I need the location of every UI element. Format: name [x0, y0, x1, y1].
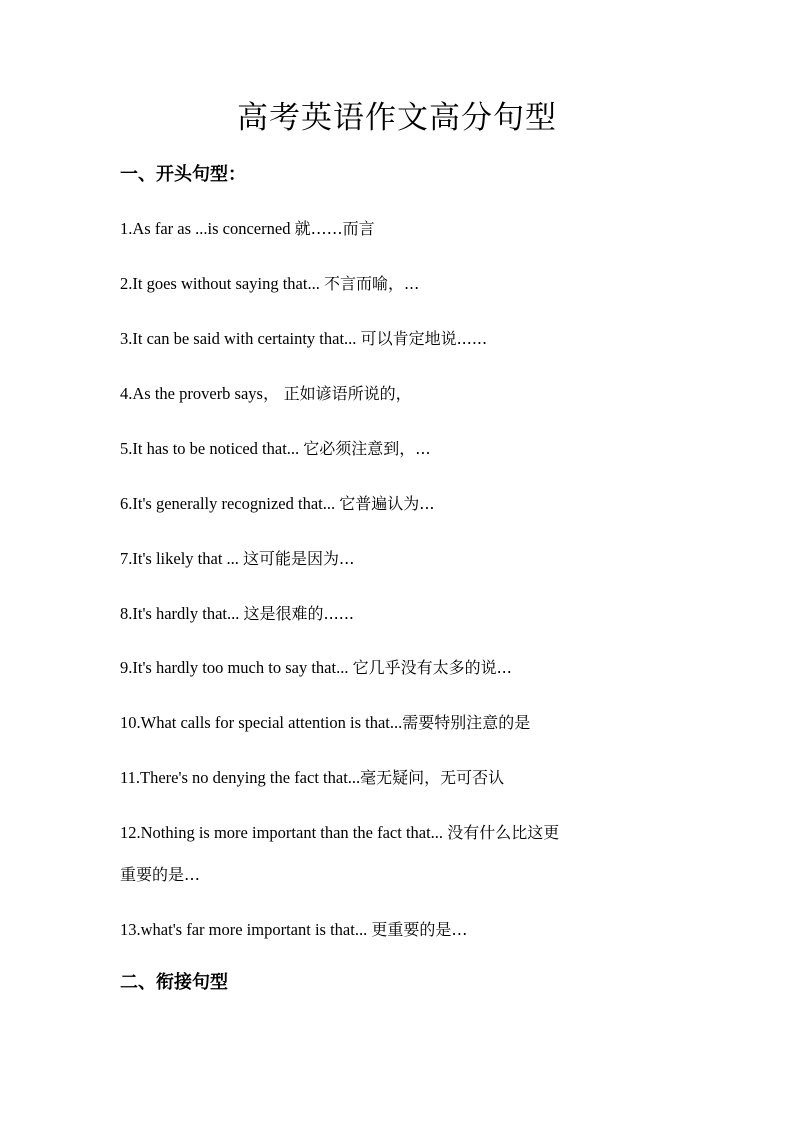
phrase-english: 2.It goes without saying that... [120, 274, 324, 293]
phrase-chinese: 它普遍认为... [339, 494, 435, 513]
phrase-chinese: 没有什么比这更 [447, 823, 560, 842]
phrase-chinese: 它几乎没有太多的说... [352, 658, 512, 677]
phrase-english: 9.It's hardly too much to say that... [120, 658, 353, 677]
list-item [120, 271, 680, 297]
list-item [120, 917, 680, 943]
phrase-chinese: 就……而言 [294, 219, 375, 238]
list-item [120, 546, 680, 572]
phrase-english: 1.As far as ...is concerned [120, 219, 295, 238]
phrase-english: 7.It's likely that ... [120, 549, 244, 568]
phrase-chinese: 更重要的是… [371, 920, 468, 939]
phrase-chinese: 重要的是… [120, 865, 201, 884]
list-item [120, 710, 680, 736]
phrase-chinese: 不言而喻，... [323, 274, 420, 293]
phrase-chinese: 需要特别注意的是 [402, 713, 531, 732]
phrase-chinese: 这是很难的...... [243, 604, 355, 623]
phrase-english: 6.It's generally recognized that... [120, 494, 340, 513]
phrase-english: 10.What calls for special attention is that... [120, 713, 403, 732]
list-item [120, 601, 680, 627]
section-heading-opening: 一、开头句型： [120, 164, 246, 185]
list-item [120, 765, 680, 791]
phrase-chinese: 正如谚语所说的， [283, 384, 412, 403]
list-item [120, 326, 680, 352]
phrase-english: 8.It's hardly that... [120, 604, 244, 623]
list-item [120, 381, 680, 407]
list-item-continuation [120, 862, 680, 888]
phrase-english: 13.what's far more important is that... [120, 920, 372, 939]
document-title: 高考英语作文高分句型 [237, 100, 557, 136]
phrase-english: 11.There's no denying the fact that... [120, 768, 361, 787]
list-item [120, 436, 680, 462]
phrase-chinese: 它必须注意到，... [303, 439, 431, 458]
list-item [120, 491, 680, 517]
list-item [120, 216, 680, 242]
phrase-chinese: 可以肯定地说...... [360, 329, 488, 348]
phrase-english: 3.It can be said with certainty that... [120, 329, 361, 348]
phrase-chinese: 毫无疑问，无可否认 [360, 768, 505, 787]
list-item [120, 655, 680, 681]
phrase-chinese: 这可能是因为... [243, 549, 355, 568]
phrase-english: 5.It has to be noticed that... [120, 439, 304, 458]
phrase-english: 4.As the proverb says， [120, 384, 284, 403]
phrase-english: 12.Nothing is more important than the fact that... [120, 823, 448, 842]
list-item [120, 820, 680, 846]
section-heading-transition: 二、衔接句型 [120, 972, 228, 993]
